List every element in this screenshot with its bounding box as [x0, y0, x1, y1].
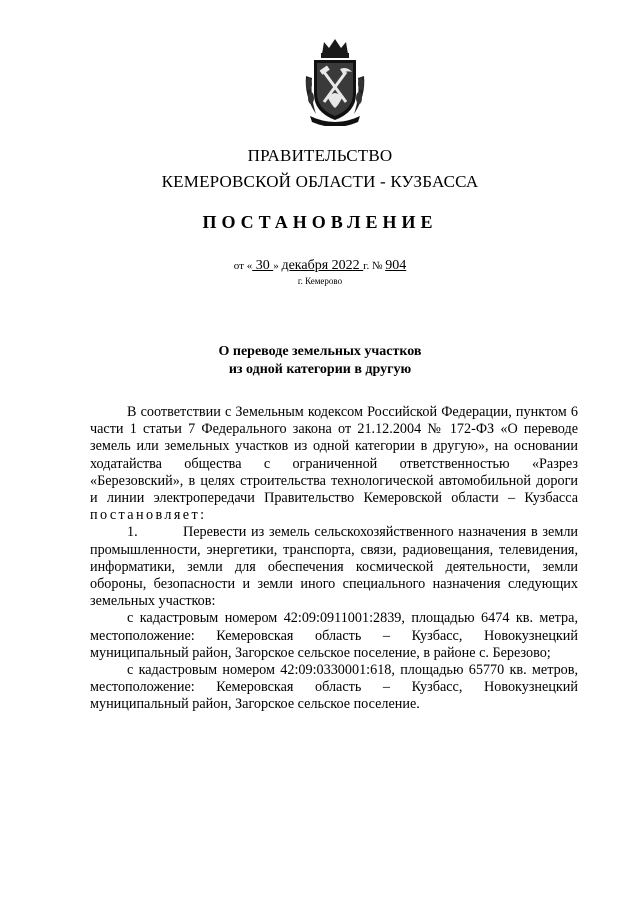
parcel1-paragraph: с кадастровым номером 42:09:0911001:2839, площадью 6474 кв. метра, местоположение: Кемеровская область – Кузбасс, Новокузнецкий муниципальный район, Загорское сельское поселение, в районе с. Березово; — [90, 610, 578, 661]
date-prefix: от « — [233, 260, 253, 272]
document-body — [90, 404, 578, 714]
document-date-number — [0, 258, 640, 274]
subject-line2: из одной категории в другую — [228, 362, 412, 377]
intro-text: В соответствии с Земельным кодексом Российской Федерации, пунктом 6 части 1 статьи 7 Федерального закона от 21.12.2004 № 172-ФЗ «О переводе земель или земельных участков из одной категории в другую», на основании ходатайства общества с ограниченной ответственностью «Разрез «Березовский», в целях строительства технологической автомобильной дороги и линии электропередачи Правительство Кемеровской области – Кузбасса — [90, 404, 578, 507]
date-month-year: декабря 2022 — [281, 258, 364, 273]
document-number: 904 — [385, 258, 407, 273]
item1-paragraph — [90, 524, 578, 610]
item1-text: Перевести из земель сельскохозяйственного назначения в земли промышленности, энергетики, транспорта, связи, радиовещания, телевидения, информатики, земли для обеспечения космической деятельности, земли обороны, безопасности и земли иного специального назначения следующих земельных участков: — [90, 524, 578, 610]
coat-of-arms-icon — [300, 36, 370, 126]
date-mid: » — [273, 260, 282, 272]
government-name-line2: КЕМЕРОВСКОЙ ОБЛАСТИ - КУЗБАССА — [161, 172, 479, 191]
date-suffix: г. № — [363, 260, 386, 272]
document-type-title: ПОСТАНОВЛЕНИЕ — [202, 212, 438, 232]
subject-line1: О переводе земельных участков — [218, 344, 422, 359]
document-city: г. Кемерово — [297, 276, 343, 286]
intro-paragraph — [90, 404, 578, 524]
item1-number: 1. — [127, 524, 138, 541]
government-name-line1: ПРАВИТЕЛЬСТВО — [247, 146, 393, 165]
date-day: 30 — [252, 258, 274, 273]
parcel2-paragraph: с кадастровым номером 42:09:0330001:618, площадью 65770 кв. метров, местоположение: Кемеровская область – Кузбасс, Новокузнецкий муниципальный район, Загорское сельское поселение. — [90, 662, 578, 713]
coat-of-arms-emblem — [300, 36, 370, 126]
resolves-word: постановляет: — [90, 507, 207, 524]
